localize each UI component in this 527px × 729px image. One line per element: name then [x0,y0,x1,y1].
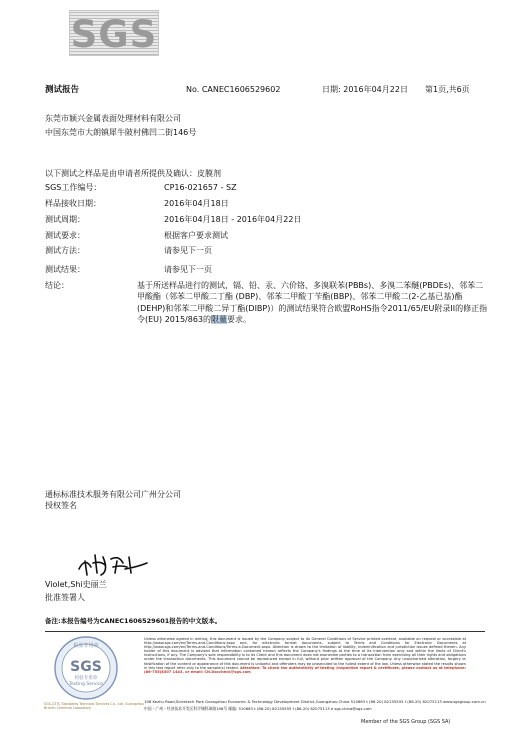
testing-service-stamp [53,635,119,701]
field-label-test-period: 测试周期： [45,215,85,224]
disclaimer-text [144,637,466,674]
field-label-test-result: 测试结果： [45,265,85,274]
conclusion-main: 基于所送样品进行的测试，镉、铅、汞、六价铬、多溴联苯(PBBs)、多溴二苯醚(PBDEs)、邻苯二甲酸酯（邻苯二甲酸二丁酯 (DBP)、邻苯二甲酸丁苄酯(BBP)、邻苯二甲酸二(2-乙基已基)酯(DEHP)和邻苯二甲酸二异丁酯(DIBP)）的测试结果符合欧盟RoHS指令2011/65/EU附录II的修正指令(EU) 2015/863的 [137,281,488,324]
disclaimer-body: Unless otherwise agreed in writing, this document is issued by the Company subject to its General Conditions of Service printed overleaf, available on request or accessible at http://www.sgs.com/en/Terms-and-Conditions.aspx and, for electronic format documents, subject to Terms and Conditions for Electronic Documents at http://www.sgs.com/en/Terms-and-Conditions/Terms-e-Document.aspx. Attention is drawn to the limitation of liability, indemnification and jurisdiction issues defined therein. Any holder of this document is advised that information contained hereon reflects the Company's findings at the time of its intervention only and within the limits of Client's instructions, if any. The Company's sole responsibility is to its Client and this document does not exonerate parties to a transaction from exercising all their rights and obligations under the transaction documents. This document cannot be reproduced except in full, without prior written approval of the Company. Any unauthorized alteration, forgery or falsification of the content or appearance of this document is unlawful and offenders may be prosecuted to the fullest extent of the law. Unless otherwise stated the results shown in this test report refer only to the sample(s) tested. [144,637,467,670]
stamp-line2: Testing Service [69,682,103,687]
report-title: 测试报告 [45,85,80,95]
sgs-logo [69,10,159,56]
conclusion-highlight: 限量 [211,314,228,324]
footer-divider [45,631,485,632]
stamp-sgs-text: SGS [70,659,102,675]
signatory-org: 通标标准技术服务有限公司广州分公司 [45,490,181,499]
conclusion-text [137,280,490,325]
report-number: No. CANEC1606529602 [186,85,281,94]
report-date: 日期: 2016年04月22日 [322,85,408,94]
conclusion-end: 要求。 [227,314,252,324]
stamp-ring-text: 检验专用章 [73,643,99,649]
stamp-line1: 检验专用章 [74,676,98,681]
applicant-address: 中国东莞市大朗镇犀牛陂村佛凹二街146号 [45,128,197,137]
field-value-job-no: CP16-021657 - SZ [164,183,237,192]
field-value-receive-date: 2016年04月18日 [164,199,229,208]
authorized-signature-label: 授权签名 [45,501,77,510]
field-label-job-no: SGS工作编号： [45,183,102,192]
field-value-test-method: 请参见下一页 [164,246,212,255]
field-label-test-request: 测试要求： [45,231,85,240]
field-value-test-result: 请参见下一页 [164,265,212,274]
handwritten-signature [75,549,155,579]
sample-intro: 以下测试之样品是由申请者所提供及确认：皮膜剂 [45,169,221,178]
applicant-company: 东莞市颖兴金属表面处理材料有限公司 [45,114,181,123]
address-english: 198 Kezhu Road,Scientech Park Guangzhou Economic & Technology Development District,Guangzhou,China 510663 t (86-20) 82155555 f (86-20) 82075113 www.sgsgroup.com.cn [144,699,486,704]
field-value-test-period: 2016年04月18日 - 2016年04月22日 [164,215,302,224]
field-label-test-method: 测试方法： [45,246,85,255]
address-chinese: 中国・广州・经济技术开发区科学城科珠路198号 邮编: 510663 t (86-20) 82155555 f (86-20) 82075113 e sgs.china@sgs.com [144,706,372,711]
authenticity-attention: Attention: To check the authenticity of testing /inspection report & certificate, please contact us at telephone: (86-755)8307 1443, or email: CN.Doccheck@sgs.com [144,665,466,674]
sgs-logo-text: SGS [70,13,158,56]
signatory-title: 批准签署人 [45,593,85,602]
conclusion-label: 结论： [45,281,69,290]
page-number: 第1页,共6页 [425,85,470,94]
field-value-test-request: 根据客户要求测试 [164,231,228,240]
field-label-receive-date: 样品接收日期： [45,199,101,208]
report-note: 备注:本报告编号为CANEC1606529601报告的中文版本。 [45,617,222,625]
stamp-side-text: SGS-CSTC Standards Technical Services Co., Ltd. Guangzhou Branch Chemical Laboratory [44,702,144,710]
sgs-member-text: Member of the SGS Group (SGS SA) [361,719,451,725]
signatory-name: Violet,Shi史丽兰 [45,580,107,589]
